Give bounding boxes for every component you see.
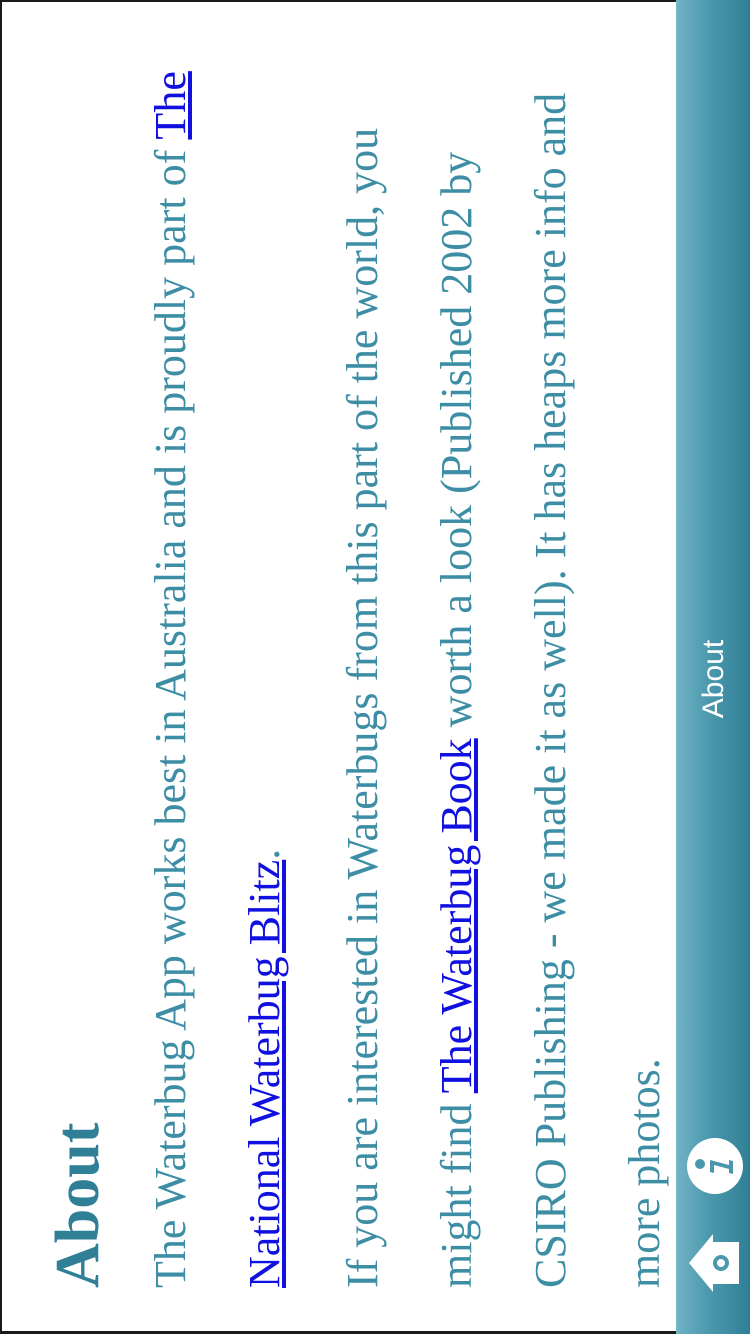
info-tab[interactable] [685,1136,745,1196]
waterbug-book-link[interactable]: The Waterbug Book [432,738,481,1094]
national-waterbug-blitz-link[interactable]: The National Waterbug Blitz [146,71,289,1288]
intro-text: The Waterbug App works best in Australia and is proudly part of [146,139,195,1288]
intro-text-end: . [240,848,289,860]
home-icon [685,1230,743,1296]
tab-about-label[interactable]: About [697,639,730,719]
book-text-end: worth a look (Published 2002 by CSIRO Publishing - we made it as well). It has heaps more info and more photos. [432,92,669,1288]
tab-bar [676,0,750,1334]
intro-paragraph [124,36,312,1288]
book-paragraph [316,36,692,1288]
page-title: About [44,1122,112,1288]
home-tab[interactable] [685,1230,743,1296]
info-icon [685,1136,745,1196]
book-text: If you are interested in Waterbugs from this part of the world, you might find [338,127,481,1288]
